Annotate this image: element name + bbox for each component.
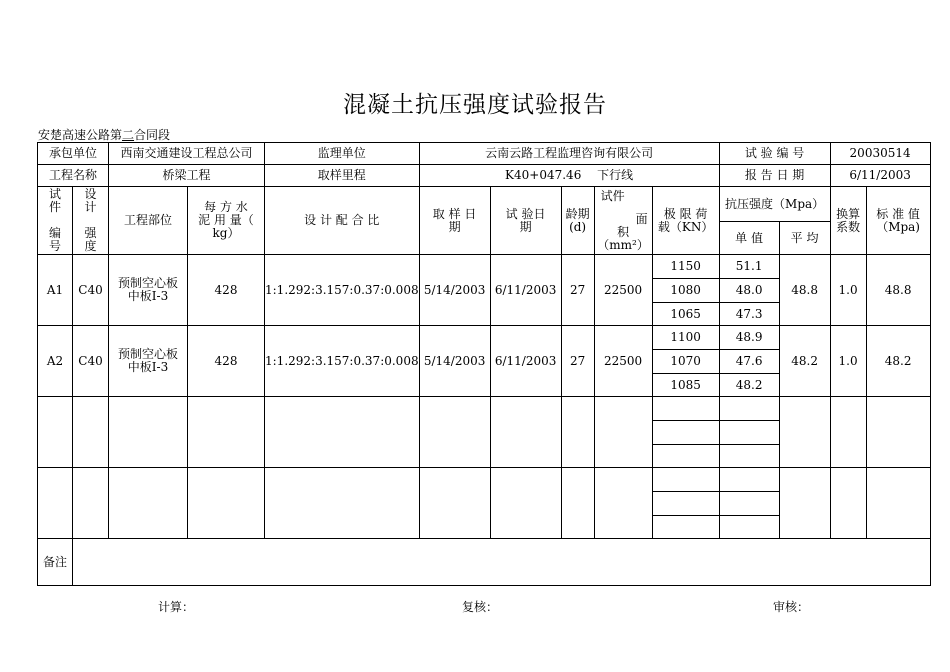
- row-a1-std: 48.8: [866, 255, 930, 326]
- row-a1-single-1: 51.1: [719, 255, 779, 279]
- row-a1-grade: C40: [73, 255, 109, 326]
- page-title: 混凝土抗压强度试验报告: [343, 92, 607, 118]
- contract-line: [38, 126, 170, 143]
- header-mix-ratio: 设 计 配 合 比: [265, 187, 420, 255]
- row-a1-load-1: 1150: [652, 255, 719, 279]
- header-load: 极 限 荷 载（KN）: [652, 187, 719, 255]
- header-test-date: 试 验日 期: [490, 187, 561, 255]
- footer-review: 复核：: [462, 600, 499, 614]
- empty-cell: [109, 468, 188, 539]
- empty-cell: [652, 468, 719, 492]
- empty-cell: [594, 468, 652, 539]
- empty-cell: [830, 397, 866, 468]
- supervisor-value: 云南云路工程监理咨询有限公司: [419, 143, 719, 165]
- row-a1-mix: 1:1.292:3.157:0.37:0.008: [265, 255, 420, 326]
- row-a2-std: 48.2: [866, 326, 930, 397]
- contract-number: 二: [122, 128, 135, 142]
- empty-cell: [594, 397, 652, 468]
- empty-cell: [419, 397, 490, 468]
- header-average: 平 均: [779, 222, 830, 255]
- row-a1-load-3: 1065: [652, 303, 719, 326]
- row-a2-single-3: 48.2: [719, 374, 779, 397]
- project-label: 工程名称: [38, 165, 109, 187]
- empty-cell: [866, 397, 930, 468]
- contract-prefix: 安楚高速公路第: [38, 128, 123, 142]
- empty-cell: [38, 397, 73, 468]
- empty-cell: [73, 468, 109, 539]
- header-area: 试件 面 积 （mm²）: [594, 187, 652, 255]
- row-a2-load-2: 1070: [652, 350, 719, 374]
- row-a2-average: 48.2: [779, 326, 830, 397]
- row-a1-cement: 428: [188, 255, 265, 326]
- row-a2-cement: 428: [188, 326, 265, 397]
- header-single: 单 值: [719, 222, 779, 255]
- empty-cell: [561, 468, 594, 539]
- empty-cell: [779, 468, 830, 539]
- row-a2-grade: C40: [73, 326, 109, 397]
- row-a1-sample-date: 5/14/2003: [419, 255, 490, 326]
- contract-suffix: 合同段: [134, 128, 171, 142]
- empty-cell: [719, 468, 779, 492]
- empty-cell: [779, 397, 830, 468]
- row-a1-test-date: 6/11/2003: [490, 255, 561, 326]
- report-date-label: 报 告 日 期: [719, 165, 830, 187]
- empty-cell: [265, 468, 420, 539]
- empty-cell: [830, 468, 866, 539]
- header-factor: 换算 系数: [830, 187, 866, 255]
- row-a1-age: 27: [561, 255, 594, 326]
- empty-cell: [719, 445, 779, 468]
- empty-cell: [419, 468, 490, 539]
- row-a1-id: A1: [38, 255, 73, 326]
- empty-cell: [652, 492, 719, 516]
- header-std: 标 准 值 （Mpa): [866, 187, 930, 255]
- contractor-label: 承包单位: [38, 143, 109, 165]
- row-a2-test-date: 6/11/2003: [490, 326, 561, 397]
- empty-cell: [490, 468, 561, 539]
- empty-cell: [109, 397, 188, 468]
- row-a2-single-2: 47.6: [719, 350, 779, 374]
- row-a2-mix: 1:1.292:3.157:0.37:0.008: [265, 326, 420, 397]
- empty-cell: [188, 397, 265, 468]
- header-sample-date: 取 样 日 期: [419, 187, 490, 255]
- report-table: [37, 142, 931, 586]
- remarks-content: [73, 539, 931, 586]
- supervisor-label: 监理单位: [265, 143, 420, 165]
- empty-cell: [265, 397, 420, 468]
- remarks-label: 备注: [38, 539, 73, 586]
- report-date-value: 6/11/2003: [830, 165, 930, 187]
- row-a2-part: 预制空心板 中板Ⅰ-3: [109, 326, 188, 397]
- empty-cell: [561, 397, 594, 468]
- header-design-strength: 设 计 强 度: [73, 187, 109, 255]
- contractor-value: 西南交通建设工程总公司: [109, 143, 265, 165]
- row-a2-area: 22500: [594, 326, 652, 397]
- sampling-label: 取样里程: [265, 165, 420, 187]
- empty-cell: [652, 516, 719, 539]
- empty-cell: [719, 397, 779, 421]
- test-no-label: 试 验 编 号: [719, 143, 830, 165]
- test-no-value: 20030514: [830, 143, 930, 165]
- row-a2-id: A2: [38, 326, 73, 397]
- header-cement: 每 方 水 泥 用 量（ kg）: [188, 187, 265, 255]
- header-part: 工程部位: [109, 187, 188, 255]
- empty-cell: [652, 397, 719, 421]
- row-a2-single-1: 48.9: [719, 326, 779, 350]
- empty-cell: [719, 421, 779, 445]
- footer-calc: 计算：: [158, 600, 195, 614]
- row-a2-load-1: 1100: [652, 326, 719, 350]
- footer-audit: 审核：: [773, 600, 810, 614]
- empty-cell: [719, 516, 779, 539]
- empty-cell: [652, 421, 719, 445]
- empty-cell: [719, 492, 779, 516]
- row-a2-load-3: 1085: [652, 374, 719, 397]
- project-value: 桥梁工程: [109, 165, 265, 187]
- empty-cell: [866, 468, 930, 539]
- empty-cell: [73, 397, 109, 468]
- header-sample-no: 试 件 编 号: [38, 187, 73, 255]
- row-a1-part: 预制空心板 中板Ⅰ-3: [109, 255, 188, 326]
- row-a1-load-2: 1080: [652, 279, 719, 303]
- row-a1-single-2: 48.0: [719, 279, 779, 303]
- header-strength: 抗压强度（Mpa）: [719, 187, 830, 222]
- empty-cell: [38, 468, 73, 539]
- header-age: 龄期 (d): [561, 187, 594, 255]
- empty-cell: [652, 445, 719, 468]
- row-a1-area: 22500: [594, 255, 652, 326]
- empty-cell: [490, 397, 561, 468]
- sampling-value: K40+047.46 下行线: [419, 165, 719, 187]
- row-a1-single-3: 47.3: [719, 303, 779, 326]
- row-a1-factor: 1.0: [830, 255, 866, 326]
- row-a2-sample-date: 5/14/2003: [419, 326, 490, 397]
- row-a2-factor: 1.0: [830, 326, 866, 397]
- row-a1-average: 48.8: [779, 255, 830, 326]
- row-a2-age: 27: [561, 326, 594, 397]
- empty-cell: [188, 468, 265, 539]
